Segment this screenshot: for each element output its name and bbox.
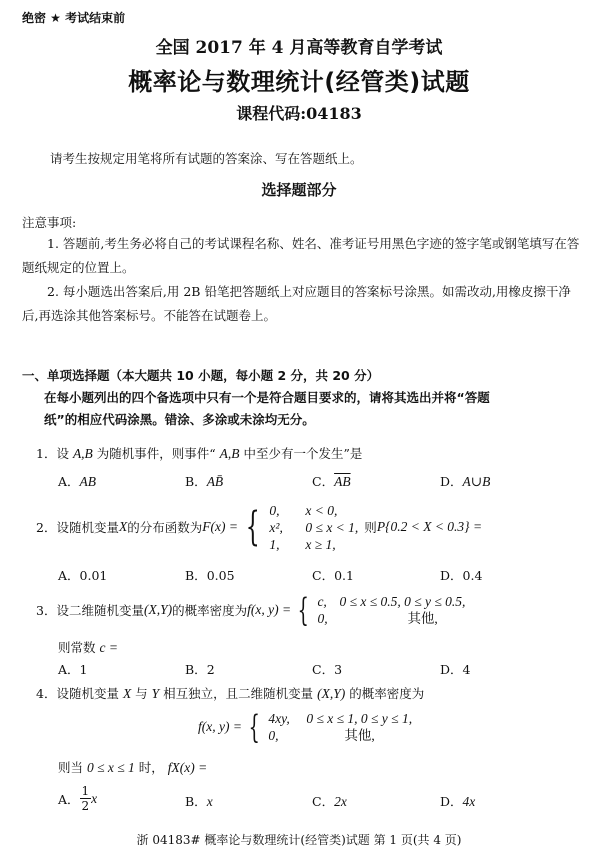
q1-stem-mid: 为随机事件，则事件“	[92, 446, 220, 461]
option-text: 3	[334, 662, 343, 677]
q1-math-events: A,B	[72, 446, 93, 461]
option-text: 2	[206, 662, 215, 677]
q1-option-a[interactable]	[58, 472, 96, 490]
q4-stem-suffix: 的概率密度为	[345, 686, 425, 701]
case-value: x²,	[269, 519, 283, 535]
option-label: C．	[312, 662, 335, 677]
q2-option-a[interactable]	[58, 566, 107, 584]
q3-followup	[58, 638, 118, 656]
case-value: 0,	[269, 502, 280, 518]
q1-option-c[interactable]	[312, 472, 351, 490]
secret-mark: 绝密 ★ 考试结束前	[22, 11, 126, 25]
brace-glyph: {	[248, 708, 260, 746]
option-text: 4	[462, 662, 471, 677]
q3-math-var: (X,Y)	[143, 602, 173, 617]
q4-piecewise	[242, 707, 412, 747]
option-label: A．	[58, 474, 80, 489]
question-2-stem	[36, 496, 482, 558]
q2-math-var: X	[118, 519, 128, 534]
option-text: $\overline{AB}$	[334, 474, 351, 489]
brace-glyph: {	[245, 504, 260, 550]
fraction-denominator: 2	[81, 799, 90, 813]
q4-stem-prefix: 4．设随机变量	[36, 686, 123, 701]
option-text: 0.05	[206, 568, 235, 583]
q4-case-row	[268, 727, 412, 744]
brace-glyph: {	[297, 591, 309, 629]
q3-option-a[interactable]	[58, 660, 87, 678]
case-condition: 0 ≤ x < 1,	[305, 519, 359, 535]
q3-followup-prefix: 则常数	[58, 640, 100, 655]
q4-followup	[58, 758, 207, 776]
option-label: C．	[312, 794, 335, 809]
option-label: C．	[312, 568, 335, 583]
case-condition: 0 ≤ x ≤ 1, 0 ≤ y ≤ 1,	[306, 711, 413, 726]
fraction-numerator: 1	[81, 784, 90, 798]
q1-option-d[interactable]	[440, 472, 490, 490]
option-text: x	[91, 790, 98, 806]
q4-math-y: Y	[151, 686, 160, 701]
notes-body	[22, 232, 582, 328]
option-text: AB	[79, 474, 97, 489]
q4-math-range: 0 ≤ x ≤ 1	[86, 760, 135, 775]
case-condition: 其他,	[344, 728, 375, 743]
question-1-stem	[36, 444, 362, 462]
option-label: D．	[440, 662, 463, 677]
notes-title: 注意事项:	[22, 215, 77, 230]
option-label: B．	[185, 474, 207, 489]
note-item-1: 1. 答题前,考生务必将自己的考试课程名称、姓名、准考证号用黑色字迹的签字笔或钢笔填写在答题纸规定的位置上。	[22, 236, 580, 275]
q4-option-d[interactable]	[440, 792, 475, 810]
q1-math-events-2: A,B	[219, 446, 240, 461]
option-text: 0.1	[334, 568, 354, 583]
option-fraction	[80, 784, 92, 813]
q4-followup-mid: 时，	[134, 760, 168, 775]
case-condition: 其他,	[407, 611, 438, 626]
case-value: c,	[317, 594, 327, 609]
case-condition: x ≥ 1,	[305, 536, 336, 552]
q3-math-func: f(x, y) =	[247, 602, 292, 617]
q2-case-row	[269, 519, 358, 536]
q4-cases	[268, 710, 412, 744]
section-title: 选择题部分	[261, 181, 337, 199]
option-label: B．	[185, 568, 207, 583]
answer-instruction: 请考生按规定用笔将所有试题的答案涂、写在答题纸上。	[50, 151, 363, 166]
q2-option-b[interactable]	[185, 566, 235, 584]
q4-density-formula	[198, 706, 412, 748]
q4-option-b[interactable]	[185, 792, 213, 810]
q4-math-x: X	[122, 686, 132, 701]
q3-cases	[317, 593, 465, 627]
note-item-2: 2. 每小题选出答案后,用 2B 铅笔把答题纸上对应题目的答案标号涂黑。如需改动,用橡皮擦干净后,再选涂其他答案标号。不能答在试题卷上。	[22, 284, 571, 323]
part1-desc-line1: 在每小题列出的四个备选项中只有一个是符合题目要求的，请将其选出并将“答题	[44, 390, 490, 405]
option-label: D．	[440, 568, 463, 583]
option-text: x	[206, 794, 213, 809]
case-value: 0,	[317, 611, 328, 626]
q4-math-marginal: fX(x) =	[167, 760, 208, 775]
q4-followup-prefix: 则当	[58, 760, 87, 775]
q3-stem-mid: 的概率密度为	[172, 603, 248, 618]
part1-desc-line2: 纸”的相应代码涂黑。错涂、多涂或未涂均无分。	[44, 412, 315, 427]
q2-math-prob: P{0.2 < X < 0.3} =	[376, 519, 483, 534]
q3-case-row	[317, 610, 465, 627]
option-label: A．	[58, 662, 80, 677]
part1-heading: 一、单项选择题（本大题共 10 小题，每小题 2 分，共 20 分）	[22, 368, 380, 383]
q2-cases	[269, 502, 358, 553]
case-value: 4xy,	[268, 711, 290, 726]
case-condition: 0 ≤ x ≤ 0.5, 0 ≤ y ≤ 0.5,	[339, 594, 466, 609]
q3-option-d[interactable]	[440, 660, 470, 678]
course-code: 课程代码:04183	[236, 104, 362, 123]
option-label: C．	[312, 474, 335, 489]
exam-title: 全国 2017 年 4 月高等教育自学考试	[155, 38, 443, 58]
option-text: 0.4	[462, 568, 483, 583]
option-label: D．	[440, 794, 463, 809]
q4-stem-mid1: 与	[131, 686, 152, 701]
q3-case-row	[317, 593, 465, 610]
case-condition: x < 0,	[305, 502, 338, 518]
q2-piecewise	[238, 502, 358, 553]
q2-case-row	[269, 536, 358, 553]
option-label: B．	[185, 794, 207, 809]
option-label: A．	[58, 791, 80, 807]
case-value: 0,	[268, 728, 279, 743]
q2-case-row	[269, 502, 358, 519]
option-label: B．	[185, 662, 207, 677]
option-text: 2x	[334, 794, 347, 809]
q3-stem-prefix: 3．设二维随机变量	[36, 603, 144, 618]
q4-case-row	[268, 710, 412, 727]
q2-option-c[interactable]	[312, 566, 354, 584]
option-text: AB̄	[206, 474, 224, 489]
q3-piecewise	[291, 590, 465, 630]
case-value: 1,	[269, 536, 280, 552]
q2-stem-prefix: 2．设随机变量	[36, 520, 119, 535]
q3-math-constant: c =	[99, 640, 118, 655]
q3-option-b[interactable]	[185, 660, 215, 678]
q4-math-xy: (X,Y)	[317, 686, 346, 701]
q1-stem-suffix: 中至少有一个发生”是	[239, 446, 363, 461]
q1-option-b[interactable]	[185, 472, 223, 490]
q2-option-d[interactable]	[440, 566, 482, 584]
question-4-stem	[36, 684, 424, 702]
q1-stem-prefix: 1．设	[36, 446, 73, 461]
q2-stem-mid: 的分布函数为	[127, 520, 203, 535]
subject-title: 概率论与数理统计(经管类)试题	[128, 68, 470, 96]
option-text: 0.01	[79, 568, 108, 583]
page-footer: 浙 04183# 概率论与数理统计(经管类)试题 第 1 页(共 4 页)	[136, 833, 462, 847]
q4-math-func: f(x, y) =	[198, 719, 242, 734]
q2-tail-prefix: 则	[364, 520, 377, 535]
option-label: D．	[440, 474, 463, 489]
option-text: 1	[79, 662, 88, 677]
option-text: 4x	[462, 794, 476, 809]
option-label: A．	[58, 568, 80, 583]
option-text: A∪B	[462, 474, 491, 489]
q4-stem-mid2: 相互独立，且二维随机变量	[159, 686, 318, 701]
question-3-stem	[36, 590, 465, 630]
q2-math-func: F(x) =	[202, 519, 238, 534]
q4-option-c[interactable]	[312, 792, 347, 810]
q3-option-c[interactable]	[312, 660, 342, 678]
q4-option-a[interactable]	[58, 784, 97, 813]
